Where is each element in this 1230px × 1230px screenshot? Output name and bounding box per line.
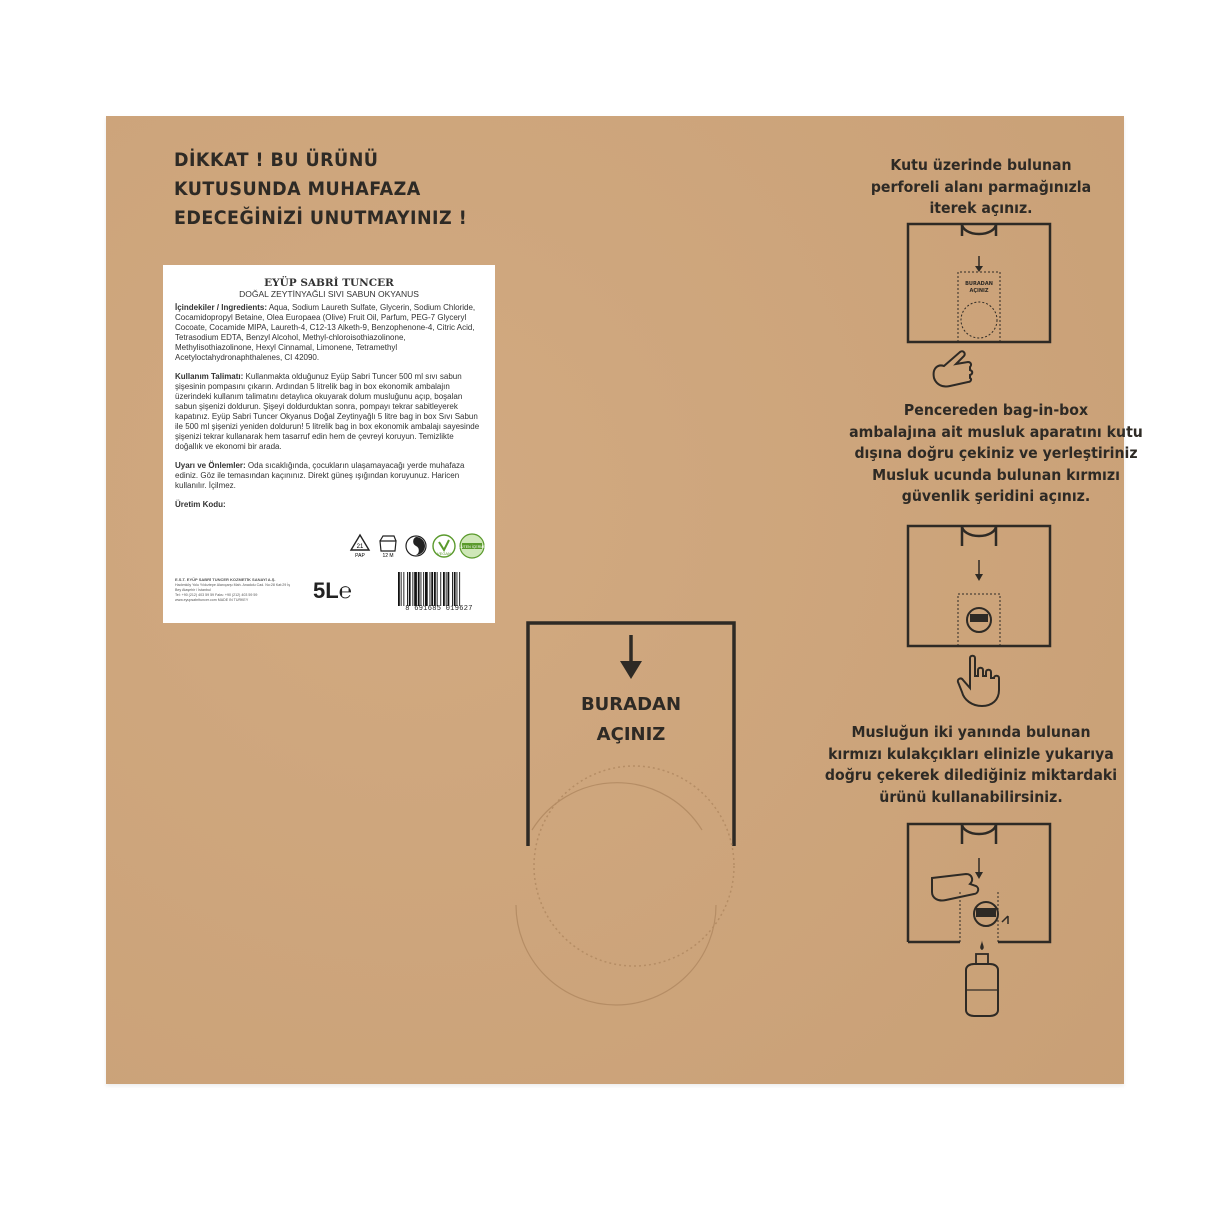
step3-line-3: doğru çekerek dilediğiniz miktardaki [824,766,1118,784]
warning-line-3: EDECEĞİNİZİ UNUTMAYINIZ ! [174,207,468,229]
step1-line-1: Kutu üzerinde bulunan [890,156,1072,174]
open-here-line-2: AÇINIZ [596,724,666,745]
mini-label-2: AÇINIZ [969,288,989,294]
product-subtitle: DOĞAL ZEYTİNYAĞLI SIVI SABUN OKYANUS [239,289,419,299]
step3-box-diagram [906,822,1052,1022]
recycle-pap-21-icon [349,535,371,557]
pao-text: 12 M [382,553,394,559]
barcode-bar [448,572,450,606]
step3-line-2: kırmızı kulakçıkları elinizle yukarıya [828,744,1114,763]
barcode-bar [425,572,428,606]
certification-icons [349,535,488,559]
open-here-line-1: BURADAN [580,694,682,715]
gluten-text: GLUTEN İÇERMEZ [456,545,488,549]
barcode-bar [418,572,420,606]
step2-line-4: Musluk ucunda bulunan kırmızı [872,465,1120,484]
storage-warning [174,146,468,233]
brand-name: EYÜP SABRİ TUNCER [264,277,394,289]
step3-line-1: Musluğun iki yanında bulunan [851,723,1091,741]
step2-line-5: güvenlik şeridini açınız. [901,487,1091,505]
company-web: www.eyupsabrituncer.com MADE IN TURKEY [175,598,249,602]
step2-line-1: Pencereden bag-in-box [903,401,1089,419]
barcode-bar [409,572,411,606]
12m-open-jar-icon [377,535,399,557]
barcode-bar [457,572,458,606]
barcode-bar [412,572,413,606]
warning-line-2: KUTUSUNDA MUHAFAZA [174,178,421,200]
company-contact: Tel: +90 (212) 403 59 59 Faks: +90 (212) 403 59 59 [175,593,258,597]
instruction-step-2 [846,400,1147,508]
company-info [175,577,295,603]
vegan-text: VEGAN [436,551,452,556]
barcode-bar [401,572,402,606]
pulling-hand-icon [956,654,1002,708]
barcode-bar [407,572,408,606]
product-label [163,265,495,623]
barcode-bar [421,572,422,606]
barcode-bar [403,572,404,606]
ingredients-title: İçindekiler / Ingredients: [175,303,268,312]
usage-title: Kullanım Talimatı: [175,372,244,381]
step2-line-2: ambalajına ait musluk aparatını kutu [849,422,1143,441]
step2-box-diagram [906,524,1052,648]
precautions-paragraph [175,461,483,491]
vegan-icon [433,535,455,557]
step1-box-diagram [906,222,1052,344]
barcode-bar [443,572,445,606]
usage-text: Kullanmakta olduğunuz Eyüp Sabri Tuncer 500 ml sıvı sabun şişesinin pompasını çıkarın. Ardından 5 litrelik bag in box ekonomik ambalajın üzerindeki kullanım talimatını detaylıca okuyarak dolum musluğunu açıp, boşalan sabun şişenizi doldurun. Şişeyi doldurduktan sonra, pompayı tekrar sabitleyerek kapatınız. Eyüp Sabri Tuncer Okyanus Doğal Zeytinyağlı 5 litre bag in box Sıvı Sabun ile 500 ml şişenizi yeniden doldurun! 5 litrelik bag in box ekonomik ambalajı sayesinde şişenizi tekrar kullanarak hem tasarruf edin hem de çevreyi koruyun. Temizlikte doğallık ve ekonomi bir arada. [175,372,480,451]
barcode-bar [437,572,438,606]
pap-number: 21 [356,544,364,550]
step3-line-4: ürünü kullanabilirsiniz. [879,787,1063,806]
opening-circle-outline [512,770,742,980]
ingredients-text: Aqua, Sodium Laureth Sulfate, Glycerin, Sodium Chloride, Cocamidopropyl Betaine, Olea Europaea (Olive) Fruit Oil, Parfum, PEG-7 Glyceryl Cocoate, Cocamide MIPA, Laureth-4, C12-13 Alketh-9, Benzophenone-4, Citric Acid, Tetrasodium EDTA, Benzyl Alcohol, Methyl-chloroisothiazolinone, Methylisothiazolinone, Hexyl Cinnamal, Limonene, Tetramethyl Acetyloctahydronaphthalenes, CI 42090. [175,303,476,362]
barcode-bar [434,572,436,606]
gluten-free-icon [456,535,488,557]
green-dot-icon [405,535,427,557]
usage-paragraph [175,372,483,452]
warning-line-1: DİKKAT ! BU ÜRÜNÜ [174,149,379,171]
barcode-bar [423,572,424,606]
volume-mark: 5L℮ [313,578,352,603]
pap-text: PAP [355,553,365,559]
barcode-bar [452,572,453,606]
barcode-number: 8 691685 019627 [405,605,473,613]
barcode-bar [414,572,417,606]
precautions-text: Oda sıcaklığında, çocukların ulaşamayacağı yerde muhafaza ediniz. Göz ile temasından kaçınınız. Direkt güneş ışığından koruyunuz. Haricen kullanılır. İçilmez. [175,461,465,490]
barcode-bar [430,572,431,606]
step2-line-3: dışına doğru çekiniz ve yerleştiriniz [854,444,1138,462]
barcode-bar [454,572,456,606]
step1-line-2: perforeli alanı parmağınızla [870,177,1092,196]
company-name: E.S.T. EYÜP SABRİ TUNCER KOZMETİK SANAYİ A.Ş. [175,577,276,582]
barcode-bar [398,572,400,606]
company-address: Hadımköy Yolu Yıldıztepe Alanıçarşı Mah. Anadolu Cad. No:28 Kat:29 İş Bey Ataşehir / İstanbul [175,583,291,592]
instruction-step-1 [831,155,1132,220]
precautions-title: Uyarı ve Önlemler: [175,461,246,470]
open-here-label [526,690,736,750]
barcode-bar [440,572,441,606]
pointing-hand-icon [930,348,980,390]
barcode-bar [446,572,447,606]
barcode-bar [459,572,460,606]
barcode [397,572,483,608]
instruction-step-3 [821,722,1122,808]
ingredients-paragraph [175,303,483,363]
production-code-label: Üretim Kodu: [175,500,226,509]
mini-label-1: BURADAN [965,281,993,287]
barcode-bar [431,572,433,606]
step1-line-3: iterek açınız. [929,199,1033,217]
